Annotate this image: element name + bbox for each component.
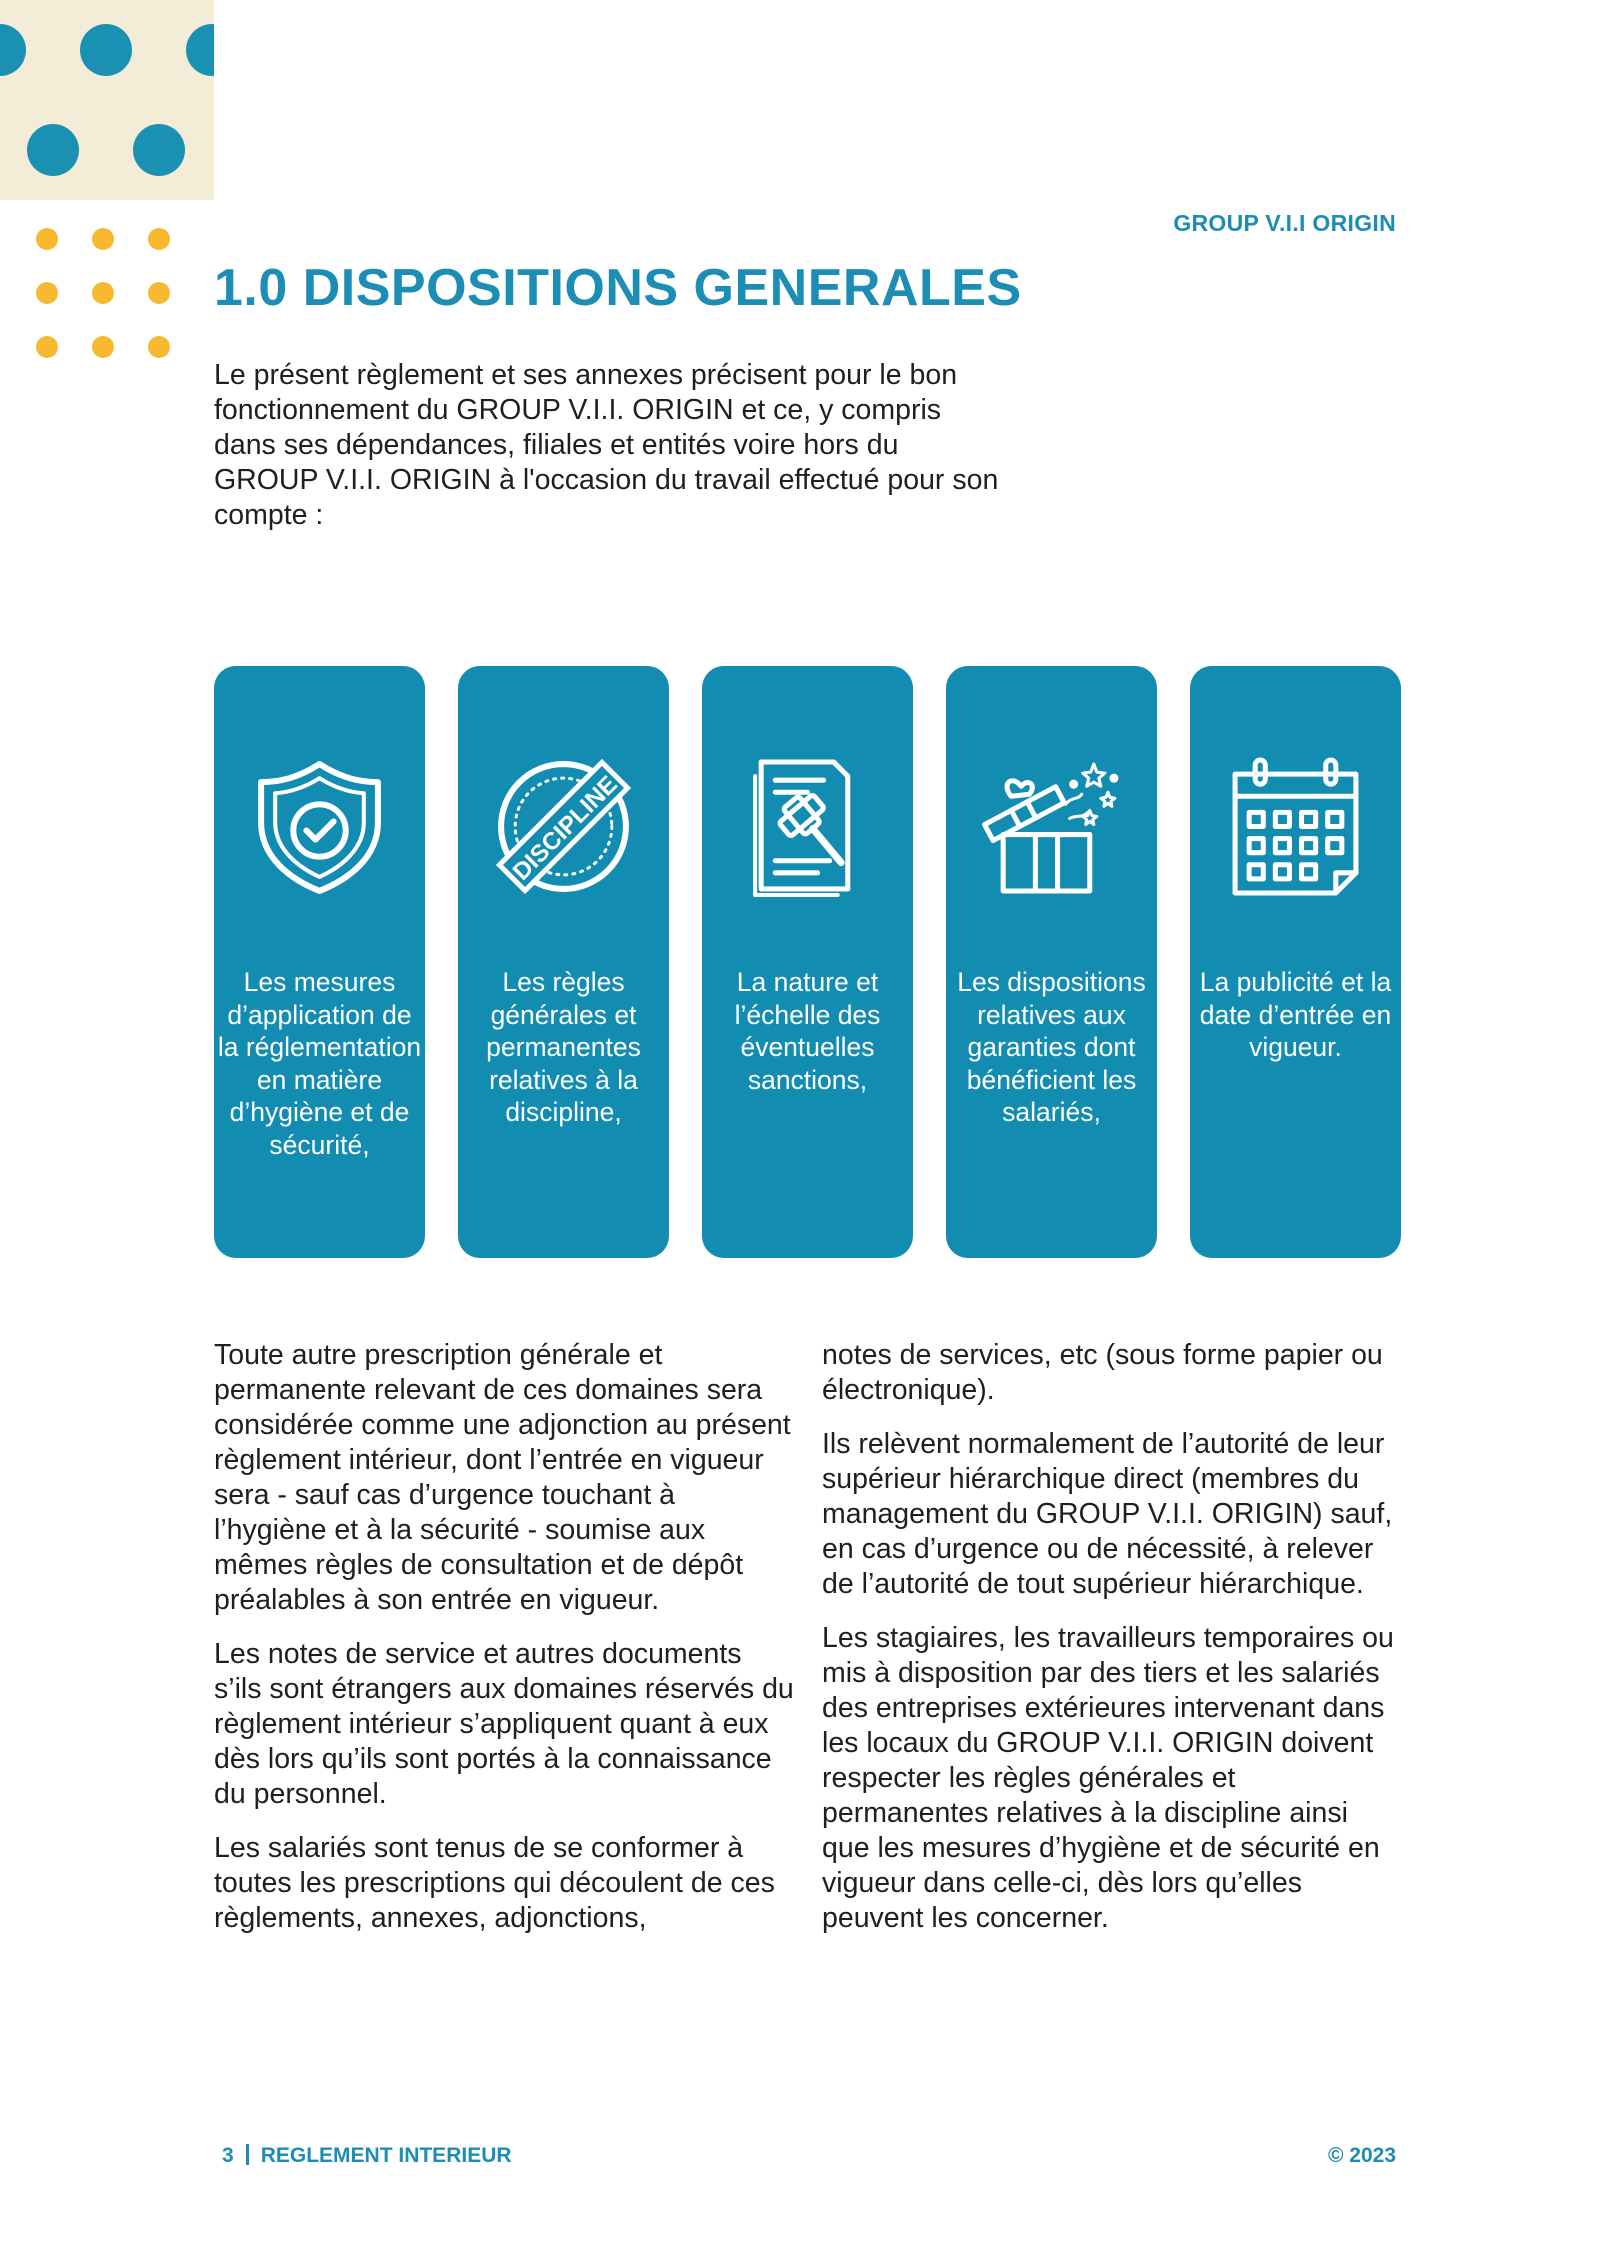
card-sanctions [702, 666, 913, 1258]
page-number: 3 [222, 2144, 234, 2167]
card-guarantees [946, 666, 1157, 1258]
decorative-pattern [0, 0, 214, 200]
intro-paragraph: Le présent règlement et ses annexes précisent pour le bon fonctionnement du GROUP V.I.I. ORIGIN et ce, y compris dans ses dépendances, filiales et entités voire hors du GROUP V.I.I. ORIGIN à l'occasion du travail effectué pour son compte : [214, 359, 999, 531]
card-text: La publicité et la date d’entrée en vigueur. [1199, 967, 1392, 1062]
card-text: Les règles générales et permanentes relatives à la discipline, [486, 967, 641, 1127]
body-paragraph: Ils relèvent normalement de l’autorité de leur supérieur hiérarchique direct (membres du management du GROUP V.I.I. ORIGIN) sauf, en cas d’urgence ou de nécessité, à relever de l’autorité de tout supérieur hiérarchique. [822, 1428, 1393, 1600]
body-paragraph: Les salariés sont tenus de se conformer à toutes les prescriptions qui découlent de ces règlements, annexes, adjonctions, [214, 1832, 775, 1934]
body-paragraph: Toute autre prescription générale et permanente relevant de ces domaines sera considérée comme une adjonction au présent règlement intérieur, dont l’entrée en vigueur sera - sauf cas d’urgence touchant à l’hygiène et à la sécurité - soumise aux mêmes règles de consultation et de dépôt préalables à son entrée en vigueur. [214, 1339, 791, 1616]
body-column-left [214, 1338, 794, 1955]
body-paragraph: notes de services, etc (sous forme papier ou électronique). [822, 1339, 1383, 1406]
footer-page-info [222, 2144, 512, 2168]
card-hygiene-security [214, 666, 425, 1258]
document-title: REGLEMENT INTERIEUR [260, 2144, 512, 2167]
document-gavel-icon [737, 756, 878, 897]
decorative-dots [36, 228, 176, 358]
copyright: © 2023 [1327, 2144, 1396, 2167]
section-title: 1.0 DISPOSITIONS GENERALES [214, 259, 1022, 317]
card-publicity [1190, 666, 1401, 1258]
card-text: Les dispositions relatives aux garanties dont bénéficient les salariés, [957, 967, 1146, 1127]
gift-box-icon [981, 756, 1122, 897]
card-text: La nature et l’échelle des éventuelles sanctions, [734, 967, 881, 1095]
body-column-right [822, 1338, 1402, 1955]
shield-check-icon [249, 756, 390, 897]
body-paragraph: Les notes de service et autres documents s’ils sont étrangers aux domaines réservés du règlement intérieur s’appliquent quant à eux dès lors qu’ils sont portés à la connaissance du personnel. [214, 1638, 794, 1810]
card-text: Les mesures d’application de la réglementation en matière d’hygiène et de sécurité, [217, 967, 422, 1160]
body-paragraph: Les stagiaires, les travailleurs temporaires ou mis à disposition par des tiers et les salariés des entreprises extérieures intervenant dans les locaux du GROUP V.I.I. ORIGIN doivent respecter les règles générales et permanentes relatives à la discipline ainsi que les mesures d’hygiène et de sécurité en vigueur dans celle-ci, dès lors qu’elles peuvent les concerner. [822, 1622, 1394, 1934]
discipline-stamp-icon [493, 756, 634, 897]
card-discipline [458, 666, 669, 1258]
footer-separator [246, 2144, 249, 2165]
calendar-icon [1225, 756, 1366, 897]
brand-name: GROUP V.I.I ORIGIN [1173, 210, 1396, 236]
discipline-stamp-text: DISCIPLINE [507, 770, 623, 886]
